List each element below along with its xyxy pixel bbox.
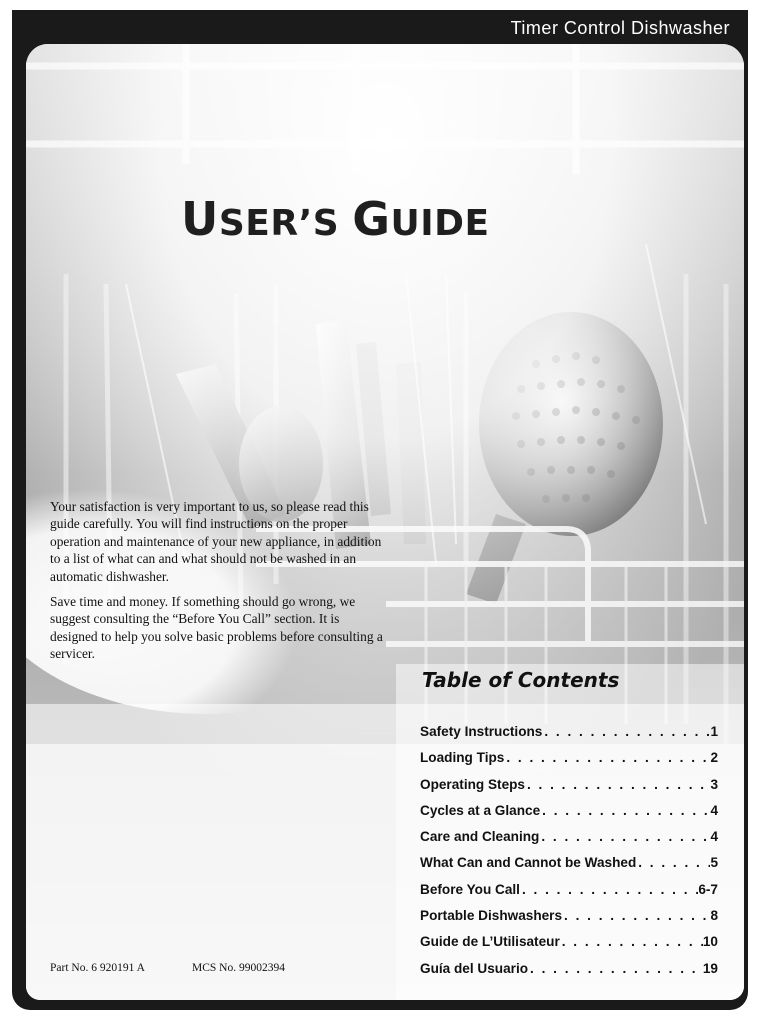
toc-item-before-you-call[interactable]: Before You Call . . . 6-7 — [420, 882, 718, 908]
toc-item-guia-del-usuario[interactable]: Guía del Usuario . . . 19 — [420, 961, 718, 987]
toc-heading: Table of Contents — [422, 668, 620, 692]
cover-panel — [26, 44, 744, 1000]
toc-item-guide-utilisateur[interactable]: Guide de L’Utilisateur . . . 10 — [420, 934, 718, 960]
toc-item-care-and-cleaning[interactable]: Care and Cleaning . . . 4 — [420, 829, 718, 855]
toc-item-what-can-be-washed[interactable]: What Can and Cannot be Washed . . . 5 — [420, 855, 718, 881]
toc-item-portable-dishwashers[interactable]: Portable Dishwashers . . . 8 — [420, 908, 718, 934]
toc-item-safety-instructions[interactable]: Safety Instructions . . . 1 — [420, 724, 718, 750]
mcs-number: MCS No. 99002394 — [192, 962, 285, 974]
intro-paragraph-1: Your satisfaction is very important to us, so please read this guide carefully. You will find instructions on the proper operation and maintenance of your new appliance, in addition to a list of what can and what should not be washed in an automatic dishwasher. — [50, 499, 382, 584]
table-of-contents — [420, 724, 718, 987]
intro-text — [50, 498, 386, 671]
intro-paragraph-2: Save time and money. If something should go wrong, we suggest consulting the “Before You Call” section. It is designed to help you solve basic problems before consulting a servicer. — [50, 594, 383, 662]
toc-item-operating-steps[interactable]: Operating Steps . . . 3 — [420, 777, 718, 803]
toc-item-cycles-at-a-glance[interactable]: Cycles at a Glance . . . 4 — [420, 803, 718, 829]
toc-item-loading-tips[interactable]: Loading Tips . . . 2 — [420, 750, 718, 776]
users-guide-title: USER’S GUIDE — [181, 192, 490, 246]
header-title: Timer Control Dishwasher — [510, 18, 730, 38]
part-number: Part No. 6 920191 A — [50, 962, 145, 974]
